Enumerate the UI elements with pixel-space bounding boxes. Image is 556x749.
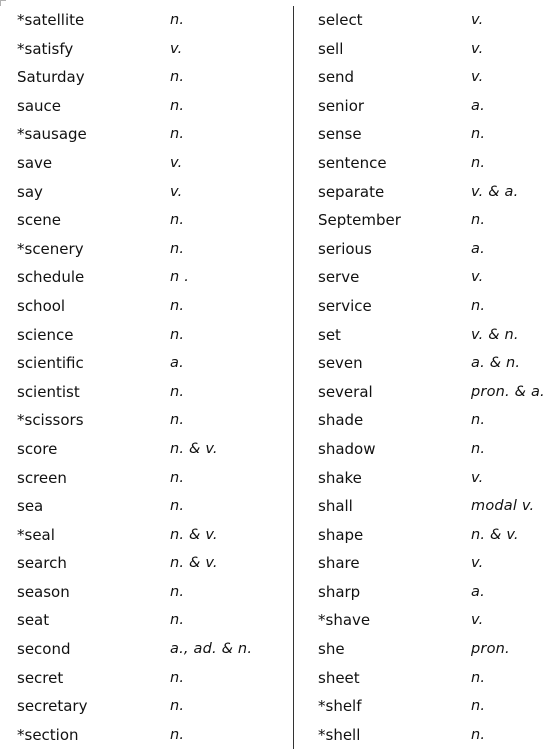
word-entry <box>17 692 293 721</box>
entry-word: season <box>17 582 70 601</box>
word-entry <box>17 521 293 550</box>
word-entry <box>17 235 293 264</box>
entry-word: Saturday <box>17 68 85 87</box>
entry-part-of-speech: n. <box>170 612 185 629</box>
word-entry <box>318 263 554 292</box>
entry-part-of-speech: v. & a. <box>471 183 519 200</box>
entry-word: scientist <box>17 382 80 401</box>
entry-part-of-speech: n. <box>471 698 486 715</box>
entry-part-of-speech: n. <box>170 326 185 343</box>
word-entry <box>318 721 554 749</box>
entry-word: sea <box>17 497 44 516</box>
entry-word: scientific <box>17 354 84 373</box>
word-entry <box>318 63 554 92</box>
word-entry <box>17 435 293 464</box>
entry-part-of-speech: n. <box>170 69 185 86</box>
entry-word: *sausage <box>17 125 87 144</box>
word-entry <box>318 406 554 435</box>
word-entry <box>318 235 554 264</box>
word-entry <box>17 263 293 292</box>
entry-word: shade <box>318 411 364 430</box>
entry-part-of-speech: n. <box>170 669 185 686</box>
right-word-column <box>318 6 554 749</box>
entry-part-of-speech: n. <box>471 440 486 457</box>
word-entry <box>17 406 293 435</box>
word-entry <box>17 63 293 92</box>
entry-word: *satisfy <box>17 39 74 58</box>
entry-word: school <box>17 296 66 315</box>
entry-word: *satellite <box>17 11 85 29</box>
entry-word: separate <box>318 182 385 201</box>
entry-part-of-speech: n. & v. <box>170 440 218 457</box>
word-entry <box>17 6 293 35</box>
word-entry <box>318 378 554 407</box>
entry-part-of-speech: n. & v. <box>471 526 519 543</box>
entry-word: *scissors <box>17 411 84 430</box>
entry-word: sauce <box>17 96 61 115</box>
entry-part-of-speech: n. <box>170 297 185 314</box>
entry-part-of-speech: a. & n. <box>471 355 521 372</box>
word-entry <box>318 120 554 149</box>
entry-part-of-speech: pron. & a. <box>471 383 545 400</box>
word-entry <box>17 578 293 607</box>
word-entry <box>17 120 293 149</box>
word-entry <box>318 635 554 664</box>
entry-word: say <box>17 182 43 201</box>
word-entry <box>318 664 554 693</box>
entry-part-of-speech: a. <box>471 583 485 600</box>
entry-word: seven <box>318 354 363 373</box>
word-entry <box>17 664 293 693</box>
entry-word: *seal <box>17 525 55 544</box>
entry-word: shake <box>318 468 362 487</box>
entry-part-of-speech: n. <box>170 583 185 600</box>
entry-word: *scenery <box>17 239 84 258</box>
entry-part-of-speech: n. <box>471 126 486 143</box>
entry-part-of-speech: n. <box>170 240 185 257</box>
word-entry <box>17 378 293 407</box>
entry-part-of-speech: n. <box>170 126 185 143</box>
word-entry <box>17 492 293 521</box>
entry-part-of-speech: n. <box>170 726 185 743</box>
entry-part-of-speech: n. <box>170 469 185 486</box>
entry-part-of-speech: v. <box>471 612 484 629</box>
entry-part-of-speech: n. & v. <box>170 555 218 572</box>
word-entry <box>318 521 554 550</box>
entry-word: save <box>17 153 53 172</box>
entry-word: several <box>318 382 373 401</box>
entry-part-of-speech: n . <box>170 269 190 286</box>
entry-part-of-speech: v. <box>471 269 484 286</box>
word-entry <box>17 292 293 321</box>
entry-part-of-speech: pron. <box>471 641 510 658</box>
entry-word: science <box>17 325 74 344</box>
entry-part-of-speech: a., ad. & n. <box>170 641 253 658</box>
word-entry <box>17 149 293 178</box>
entry-part-of-speech: n. <box>170 97 185 114</box>
word-entry <box>17 321 293 350</box>
entry-part-of-speech: n. <box>170 412 185 429</box>
word-entry <box>318 149 554 178</box>
entry-part-of-speech: v. & n. <box>471 326 519 343</box>
entry-word: secretary <box>17 697 88 716</box>
entry-part-of-speech: v. <box>471 40 484 57</box>
entry-part-of-speech: n. <box>471 212 486 229</box>
entry-part-of-speech: n. <box>471 297 486 314</box>
word-entry <box>318 292 554 321</box>
entry-part-of-speech: n. <box>170 383 185 400</box>
word-entry <box>318 6 554 35</box>
left-word-column <box>17 6 293 749</box>
entry-part-of-speech: n. <box>170 12 185 28</box>
word-entry <box>318 492 554 521</box>
entry-word: *shell <box>318 725 361 744</box>
entry-part-of-speech: v. <box>471 555 484 572</box>
entry-word: schedule <box>17 268 85 287</box>
entry-word: sentence <box>318 153 387 172</box>
entry-word: sell <box>318 39 344 58</box>
entry-word: scene <box>17 211 62 230</box>
entry-part-of-speech: n. <box>471 412 486 429</box>
entry-word: search <box>17 554 67 573</box>
word-entry <box>17 349 293 378</box>
entry-part-of-speech: a. <box>471 240 485 257</box>
entry-word: *shave <box>318 611 371 630</box>
entry-part-of-speech: a. <box>170 355 184 372</box>
entry-word: service <box>318 296 372 315</box>
entry-part-of-speech: n. <box>471 669 486 686</box>
entry-word: September <box>318 211 401 230</box>
entry-word: *section <box>17 725 79 744</box>
word-entry <box>318 578 554 607</box>
entry-word: sense <box>318 125 362 144</box>
entry-word: serious <box>318 239 372 258</box>
entry-word: shall <box>318 497 353 516</box>
word-entry <box>318 321 554 350</box>
word-entry <box>318 464 554 493</box>
entry-part-of-speech: n. <box>170 698 185 715</box>
entry-part-of-speech: v. <box>170 183 183 200</box>
entry-word: second <box>17 640 71 659</box>
entry-part-of-speech: n. <box>170 212 185 229</box>
word-entry <box>318 349 554 378</box>
entry-word: send <box>318 68 355 87</box>
entry-part-of-speech: n. & v. <box>170 526 218 543</box>
word-entry <box>318 549 554 578</box>
word-entry <box>318 35 554 64</box>
word-entry <box>17 606 293 635</box>
entry-word: seat <box>17 611 50 630</box>
entry-word: sharp <box>318 582 361 601</box>
entry-part-of-speech: a. <box>471 97 485 114</box>
entry-part-of-speech: v. <box>170 40 183 57</box>
word-entry <box>17 35 293 64</box>
entry-part-of-speech: v. <box>471 69 484 86</box>
entry-word: shape <box>318 525 364 544</box>
entry-part-of-speech: v. <box>471 469 484 486</box>
entry-word: shadow <box>318 439 376 458</box>
word-entry <box>318 606 554 635</box>
entry-part-of-speech: n. <box>471 726 486 743</box>
entry-word: serve <box>318 268 360 287</box>
word-entry <box>17 92 293 121</box>
entry-part-of-speech: n. <box>471 154 486 171</box>
entry-part-of-speech: modal v. <box>471 498 535 515</box>
word-entry <box>318 206 554 235</box>
entry-word: set <box>318 325 341 344</box>
word-entry <box>17 178 293 207</box>
entry-part-of-speech: v. <box>170 154 183 171</box>
column-divider <box>293 6 294 749</box>
entry-word: screen <box>17 468 67 487</box>
entry-part-of-speech: n. <box>170 498 185 515</box>
entry-word: *shelf <box>318 697 362 716</box>
word-entry <box>17 635 293 664</box>
word-entry <box>17 549 293 578</box>
word-entry <box>318 692 554 721</box>
entry-word: she <box>318 640 345 659</box>
entry-word: sheet <box>318 668 360 687</box>
entry-word: secret <box>17 668 64 687</box>
text-boundary-mark <box>0 0 6 6</box>
entry-word: select <box>318 11 363 29</box>
entry-word: senior <box>318 96 365 115</box>
word-entry <box>318 92 554 121</box>
word-entry <box>17 464 293 493</box>
word-entry <box>318 435 554 464</box>
word-entry <box>318 178 554 207</box>
entry-part-of-speech: v. <box>471 12 484 28</box>
entry-word: share <box>318 554 360 573</box>
word-entry <box>17 721 293 749</box>
entry-word: score <box>17 439 58 458</box>
word-entry <box>17 206 293 235</box>
